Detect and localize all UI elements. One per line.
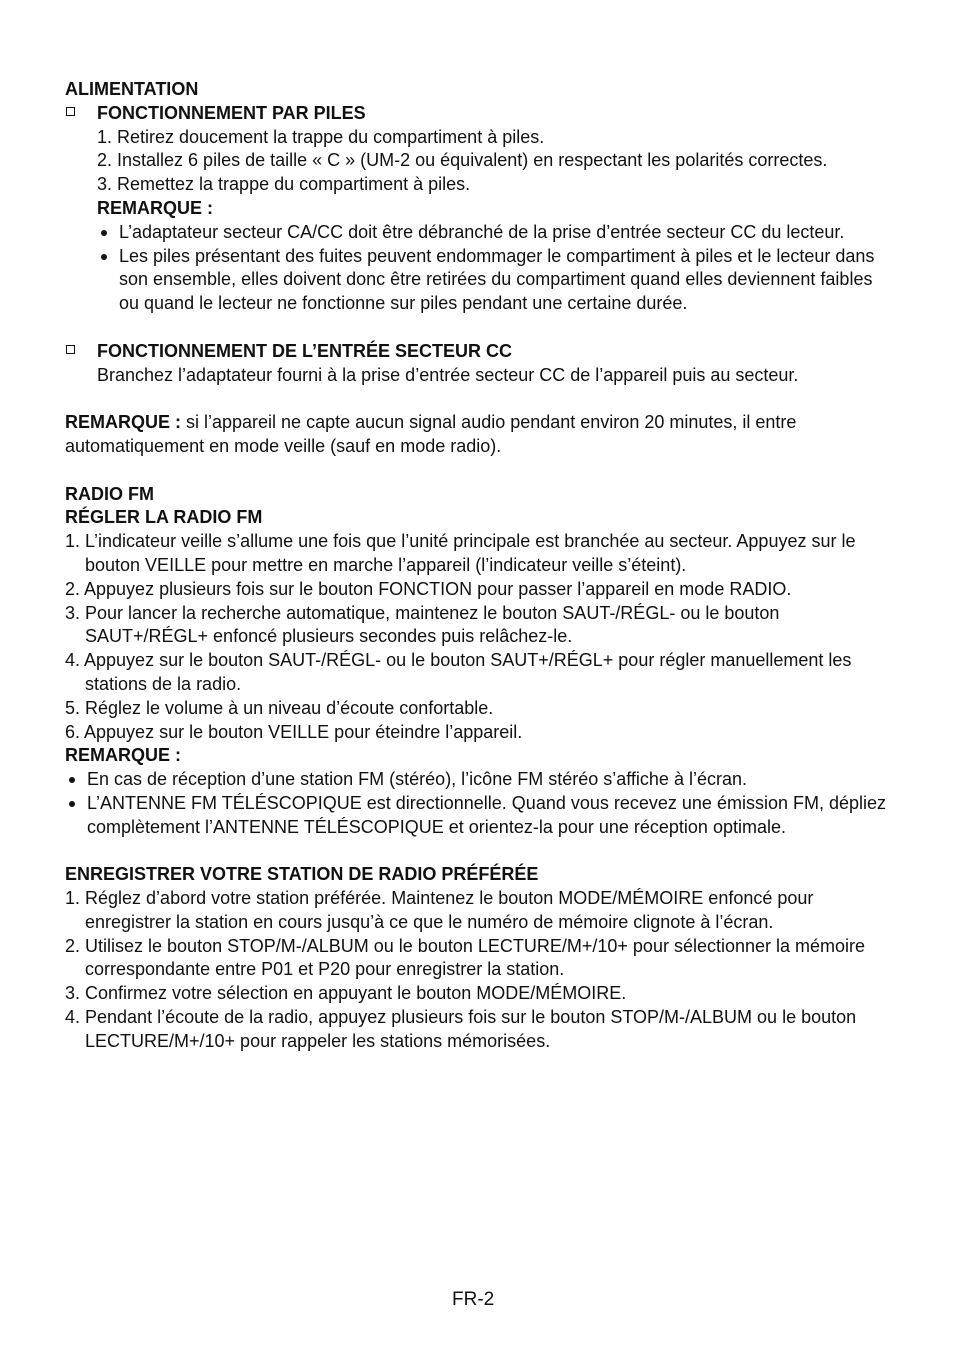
subsection-secteur xyxy=(65,340,895,364)
page-content xyxy=(65,78,895,1054)
list-item: 4. Appuyez sur le bouton SAUT-/RÉGL- ou le bouton SAUT+/RÉGL+ pour régler manuellement les stations de la radio. xyxy=(65,650,852,694)
note-text: Les piles présentant des fuites peuvent endommager le compartiment à piles et le lecteur dans son ensemble, elles doivent donc être retirées du compartiment quand elles deviennent faibles ou quand le lecteur ne fonctionne sur piles pendant une certaine durée. xyxy=(119,245,875,314)
checkbox-square-icon xyxy=(66,345,75,354)
bullet-icon xyxy=(69,801,75,807)
section-title-alimentation: ALIMENTATION xyxy=(65,79,199,99)
remarque-text: si l’appareil ne capte aucun signal audio pendant environ 20 minutes, il entre automatiquement en mode veille (sauf en mode radio). xyxy=(65,412,797,456)
note-text: En cas de réception d’une station FM (stéréo), l’icône FM stéréo s’affiche à l’écran. xyxy=(87,769,747,790)
bullet-icon xyxy=(101,254,107,260)
note-text: L’ANTENNE FM TÉLÉSCOPIQUE est directionnelle. Quand vous recevez une émission FM, dépliez complètement l’ANTENNE TÉLÉSCOPIQUE et orientez-la pour une réception optimale. xyxy=(87,792,886,837)
list-item: 1. Réglez d’abord votre station préférée. Maintenez le bouton MODE/MÉMOIRE enfoncé pour enregistrer la station en cours jusqu’à ce que le numéro de mémoire clignote à l’écran. xyxy=(65,888,814,932)
checkbox-square-icon xyxy=(66,107,75,116)
bullet-icon xyxy=(101,230,107,236)
list-item: 1. L’indicateur veille s’allume une fois que l’unité principale est branchée au secteur. Appuyez sur le bouton VEILLE pour mettre en marche l’appareil (l’indicateur veille s’éteint). xyxy=(65,531,856,575)
note-item xyxy=(97,221,895,245)
remarque-label: REMARQUE : xyxy=(65,412,181,433)
list-item: 6. Appuyez sur le bouton VEILLE pour éteindre l’appareil. xyxy=(65,721,523,742)
list-item: 4. Pendant l’écoute de la radio, appuyez plusieurs fois sur le bouton STOP/M-/ALBUM ou le bouton LECTURE/M+/10+ pour rappeler les stations mémorisées. xyxy=(65,1007,857,1051)
subsection-piles xyxy=(65,102,895,126)
list-item: 3. Pour lancer la recherche automatique, maintenez le bouton SAUT-/RÉGL- ou le bouton SAUT+/RÉGL+ enfoncé plusieurs secondes puis relâchez-le. xyxy=(65,602,780,647)
note-item xyxy=(65,768,895,792)
secteur-text: Branchez l’adaptateur fourni à la prise d’entrée secteur CC de l’appareil puis au secteur. xyxy=(97,364,799,385)
remarque-label: REMARQUE : xyxy=(65,745,181,766)
subsection-title-piles: FONCTIONNEMENT PAR PILES xyxy=(97,102,366,123)
list-item: 5. Réglez le volume à un niveau d’écoute confortable. xyxy=(65,697,494,718)
note-item xyxy=(97,245,895,316)
list-item: 1. Retirez doucement la trappe du compartiment à piles. xyxy=(97,126,545,147)
list-item: 2. Appuyez plusieurs fois sur le bouton FONCTION pour passer l’appareil en mode RADIO. xyxy=(65,578,792,599)
subsection-title-regler: RÉGLER LA RADIO FM xyxy=(65,507,263,528)
bullet-icon xyxy=(69,777,75,783)
remarque-veille xyxy=(65,411,895,459)
page-number: FR-2 xyxy=(452,1289,495,1310)
list-item: 2. Utilisez le bouton STOP/M-/ALBUM ou le bouton LECTURE/M+/10+ pour sélectionner la mémoire correspondante entre P01 et P20 pour enregistrer la station. xyxy=(65,935,866,980)
note-text: L’adaptateur secteur CA/CC doit être débranché de la prise d’entrée secteur CC du lecteur. xyxy=(119,221,845,242)
remarque-label: REMARQUE : xyxy=(97,197,213,218)
list-item: 2. Installez 6 piles de taille « C » (UM-2 ou équivalent) en respectant les polarités correctes. xyxy=(97,150,828,171)
section-title-enregistrer: ENREGISTRER VOTRE STATION DE RADIO PRÉFÉRÉE xyxy=(65,864,539,885)
note-item xyxy=(65,792,895,840)
section-title-radio: RADIO FM xyxy=(65,483,154,504)
subsection-title-secteur: FONCTIONNEMENT DE L’ENTRÉE SECTEUR CC xyxy=(97,340,513,361)
list-item: 3. Remettez la trappe du compartiment à piles. xyxy=(97,174,471,195)
list-item: 3. Confirmez votre sélection en appuyant le bouton MODE/MÉMOIRE. xyxy=(65,983,627,1004)
